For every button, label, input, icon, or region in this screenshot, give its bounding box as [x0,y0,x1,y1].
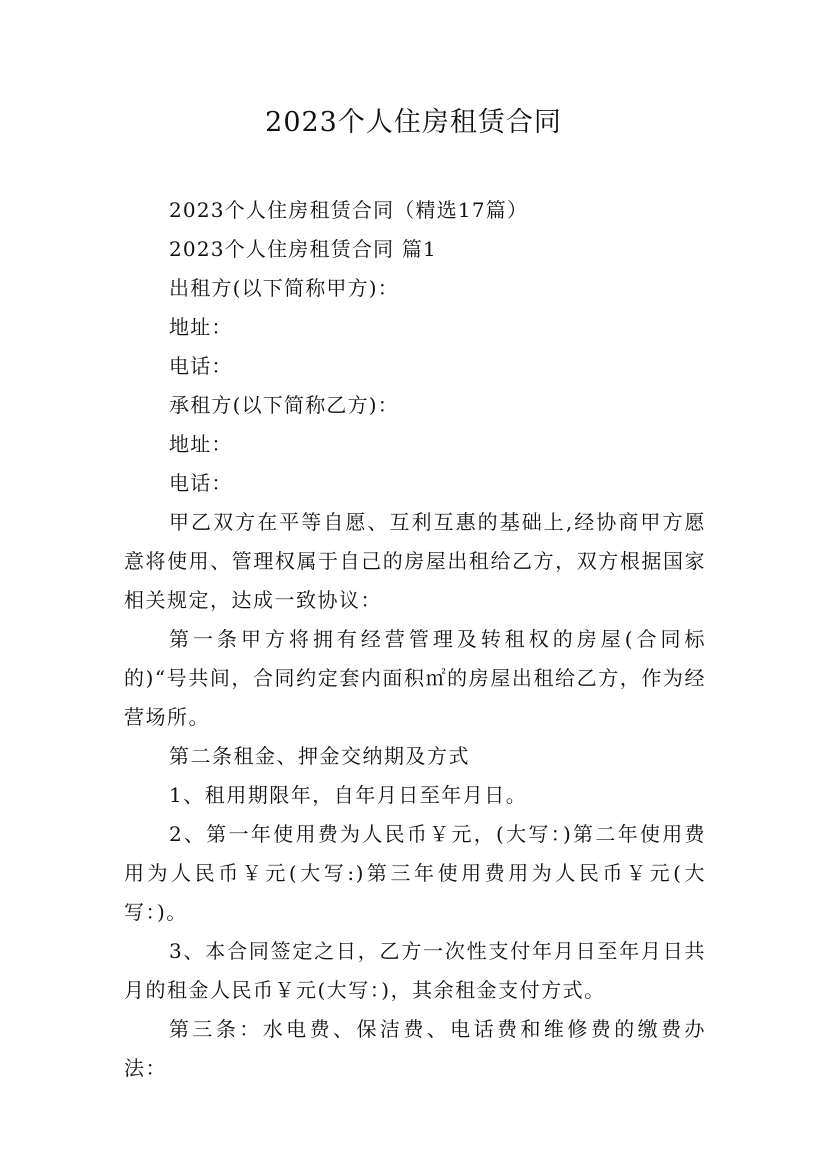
document-body [124,191,706,1088]
lessee-address-line: 地址： [169,432,233,456]
article-2-heading: 第二条租金、押金交纳期及方式 [169,744,470,768]
document-title: 2023个人住房租赁合同 [265,107,562,138]
item-3-paragraph: 3、本合同签定之日，乙方一次性支付年月日至年月日共月的租金人民币￥元(大写：)，其余租金支付方式。 [124,939,706,1002]
article-3-heading: 第三条：水电费、保洁费、电话费和维修费的缴费办法： [124,1017,706,1080]
subtitle-line: 2023个人住房租赁合同（精选17篇） [169,198,529,222]
item-1-paragraph: 1、租用期限年，自年月日至年月日。 [169,783,528,807]
lessor-address-line: 地址： [169,315,233,339]
lessor-phone-line: 电话： [169,354,233,378]
lessor-line: 出租方(以下简称甲方)： [169,276,400,300]
item-2-paragraph: 2、第一年使用费为人民币￥元，(大写：)第二年使用费用为人民币￥元(大写:)第三年使用费用为人民币￥元(大写：)。 [124,822,706,924]
article-1-paragraph: 第一条甲方将拥有经营管理及转租权的房屋(合同标的)“号共间，合同约定套内面积㎡的房屋出租给乙方，作为经营场所。 [124,627,706,729]
lessee-phone-line: 电话： [169,471,233,495]
chapter-line: 2023个人住房租赁合同 篇1 [169,237,437,261]
lessee-line: 承租方(以下简称乙方)： [169,393,400,417]
intro-paragraph: 甲乙双方在平等自愿、互利互惠的基础上,经协商甲方愿意将使用、管理权属于自己的房屋出租给乙方，双方根据国家相关规定，达成一致协议： [124,510,706,612]
